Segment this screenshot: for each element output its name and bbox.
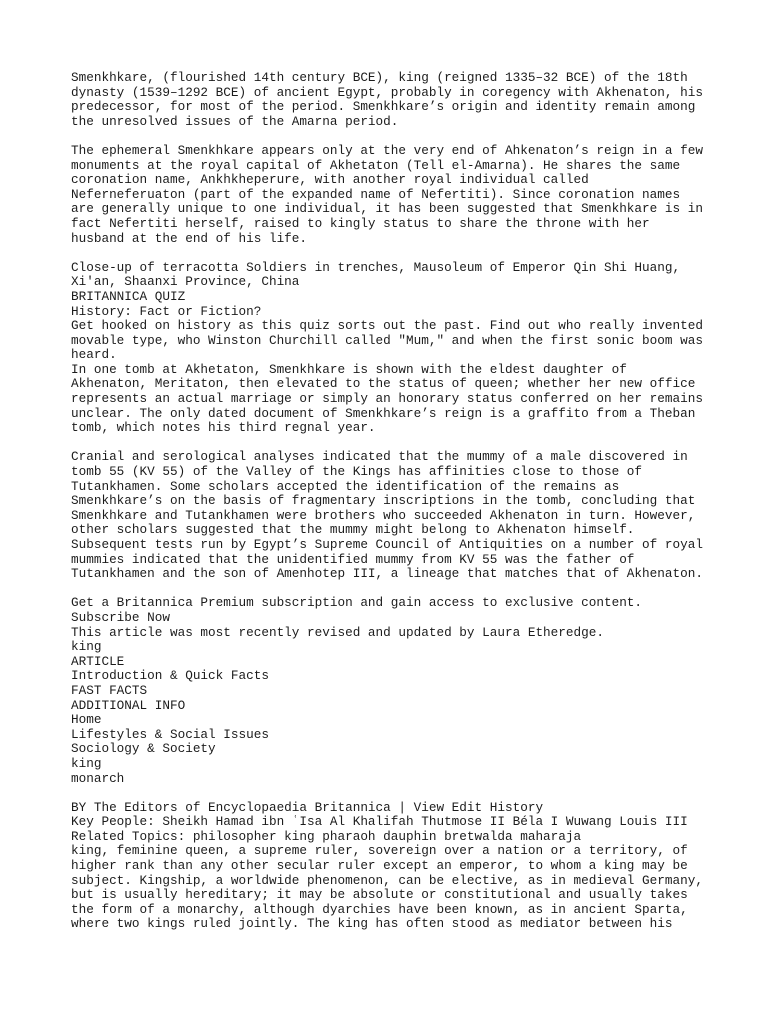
text-line: Neferneferuaton (part of the expanded name of Nefertiti). Since coronation names	[71, 186, 681, 202]
paragraph-intro	[71, 71, 711, 129]
nav-link-additional-info[interactable]: ADDITIONAL INFO	[71, 697, 186, 713]
subscribe-now-link[interactable]: Subscribe Now	[71, 609, 170, 625]
text-line: monuments at the royal capital of Akhetaton (Tell el-Amarna). He shares the same	[71, 157, 681, 173]
quiz-title-link[interactable]: History: Fact or Fiction?	[71, 303, 262, 319]
text-line: In one tomb at Akhetaton, Smenkhkare is shown with the eldest daughter of	[71, 361, 627, 377]
breadcrumb-home[interactable]: Home	[71, 712, 102, 728]
quiz-label: BRITANNICA QUIZ	[71, 288, 186, 304]
paragraph-quiz-and-tomb	[71, 261, 711, 436]
text-line: husband at the end of his life.	[71, 230, 308, 246]
text-line: represents an actual marriage or simply an honorary status conferred on her remains	[71, 391, 703, 407]
quiz-description: movable type, who Winston Churchill called "Mum," and when the first sonic boom was	[71, 332, 703, 348]
article-topic-label: king	[71, 639, 102, 655]
subscription-and-nav	[71, 596, 711, 786]
related-topics: Related Topics: philosopher king pharaoh dauphin bretwalda maharaja	[71, 828, 582, 844]
text-line: dynasty (1539–1292 BCE) of ancient Egypt, probably in coregency with Akhenaton, his	[71, 84, 703, 100]
text-line: Smenkhkare and Tutankhamen were brothers who succeeded Akhenaton in turn. However,	[71, 507, 696, 523]
text-line: Cranial and serological analyses indicated that the mummy of a male discovered in	[71, 449, 688, 465]
image-caption: Xi'an, Shaanxi Province, China	[71, 274, 300, 290]
text-line: where two kings ruled jointly. The king has often stood as mediator between his	[71, 916, 673, 932]
premium-promo-text: Get a Britannica Premium subscription and gain access to exclusive content.	[71, 595, 643, 611]
byline: BY The Editors of Encyclopaedia Britannica | View Edit History	[71, 799, 544, 815]
quiz-description: heard.	[71, 347, 117, 363]
text-line: Subsequent tests run by Egypt’s Supreme Council of Antiquities on a number of royal	[71, 537, 703, 552]
text-line: mummies indicated that the unidentified mummy from KV 55 was the father of	[71, 551, 635, 567]
text-line: Akhenaton, Meritaton, then elevated to the status of queen; whether her new office	[71, 376, 696, 392]
text-line: fact Nefertiti herself, raised to kingly status to share the throne with her	[71, 215, 650, 231]
text-line: other scholars suggested that the mummy might belong to Akhenaton himself.	[71, 522, 635, 538]
text-line: The ephemeral Smenkhkare appears only at the very end of Ahkenaton’s reign in a few	[71, 142, 703, 158]
text-line: Tutankhamen and the son of Amenhotep III, a lineage that matches that of Akhenaton.	[71, 566, 703, 582]
paragraph-mummy-analysis	[71, 450, 711, 581]
breadcrumb-sociology[interactable]: Sociology & Society	[71, 741, 216, 757]
text-line: subject. Kingship, a worldwide phenomenon, can be elective, as in medieval Germany,	[71, 872, 703, 888]
image-caption: Close-up of terracotta Soldiers in trenches, Mausoleum of Emperor Qin Shi Huang,	[71, 259, 681, 275]
text-line: the unresolved issues of the Amarna period.	[71, 113, 399, 129]
text-line: predecessor, for most of the period. Smenkhkare’s origin and identity remain among	[71, 99, 696, 115]
text-line: higher rank than any other secular ruler except an emperor, to whom a king may be	[71, 858, 688, 874]
text-line: unclear. The only dated document of Smenkhkare’s reign is a graffito from a Theban	[71, 405, 696, 421]
text-line: Smenkhkare’s on the basis of fragmentary inscriptions in the tomb, concluding that	[71, 493, 696, 509]
text-line: tomb 55 (KV 55) of the Valley of the Kings has affinities close to those of	[71, 464, 643, 480]
text-line: the form of a monarchy, although dyarchies have been known, as in ancient Sparta,	[71, 901, 688, 917]
text-line: Tutankhamen. Some scholars accepted the identification of the remains as	[71, 478, 620, 494]
paragraph-king-definition	[71, 801, 711, 932]
article-body	[71, 71, 711, 947]
article-title: king	[71, 755, 102, 771]
key-people: Key People: Sheikh Hamad ibn ʿIsa Al Khalifah Thutmose II Béla I Wuwang Louis III	[71, 814, 688, 830]
nav-link-fast-facts[interactable]: FAST FACTS	[71, 682, 148, 698]
revision-note: This article was most recently revised and updated by Laura Etheredge.	[71, 624, 604, 640]
text-line: but is usually hereditary; it may be absolute or constitutional and usually takes	[71, 887, 688, 903]
article-section-label: ARTICLE	[71, 653, 125, 669]
article-alt-title: monarch	[71, 770, 125, 786]
text-line: coronation name, Ankhkheperure, with another royal individual called	[71, 172, 589, 188]
breadcrumb-lifestyles[interactable]: Lifestyles & Social Issues	[71, 726, 269, 742]
text-line: king, feminine queen, a supreme ruler, sovereign over a nation or a territory, of	[71, 843, 688, 859]
nav-link-introduction[interactable]: Introduction & Quick Facts	[71, 668, 269, 684]
quiz-description: Get hooked on history as this quiz sorts out the past. Find out who really invented	[71, 318, 703, 334]
paragraph-coronation-name	[71, 144, 711, 246]
text-line: Smenkhkare, (flourished 14th century BCE), king (reigned 1335–32 BCE) of the 18th	[71, 70, 688, 85]
text-line: are generally unique to one individual, it has been suggested that Smenkhkare is in	[71, 201, 703, 217]
text-line: tomb, which notes his third regnal year.	[71, 420, 376, 436]
